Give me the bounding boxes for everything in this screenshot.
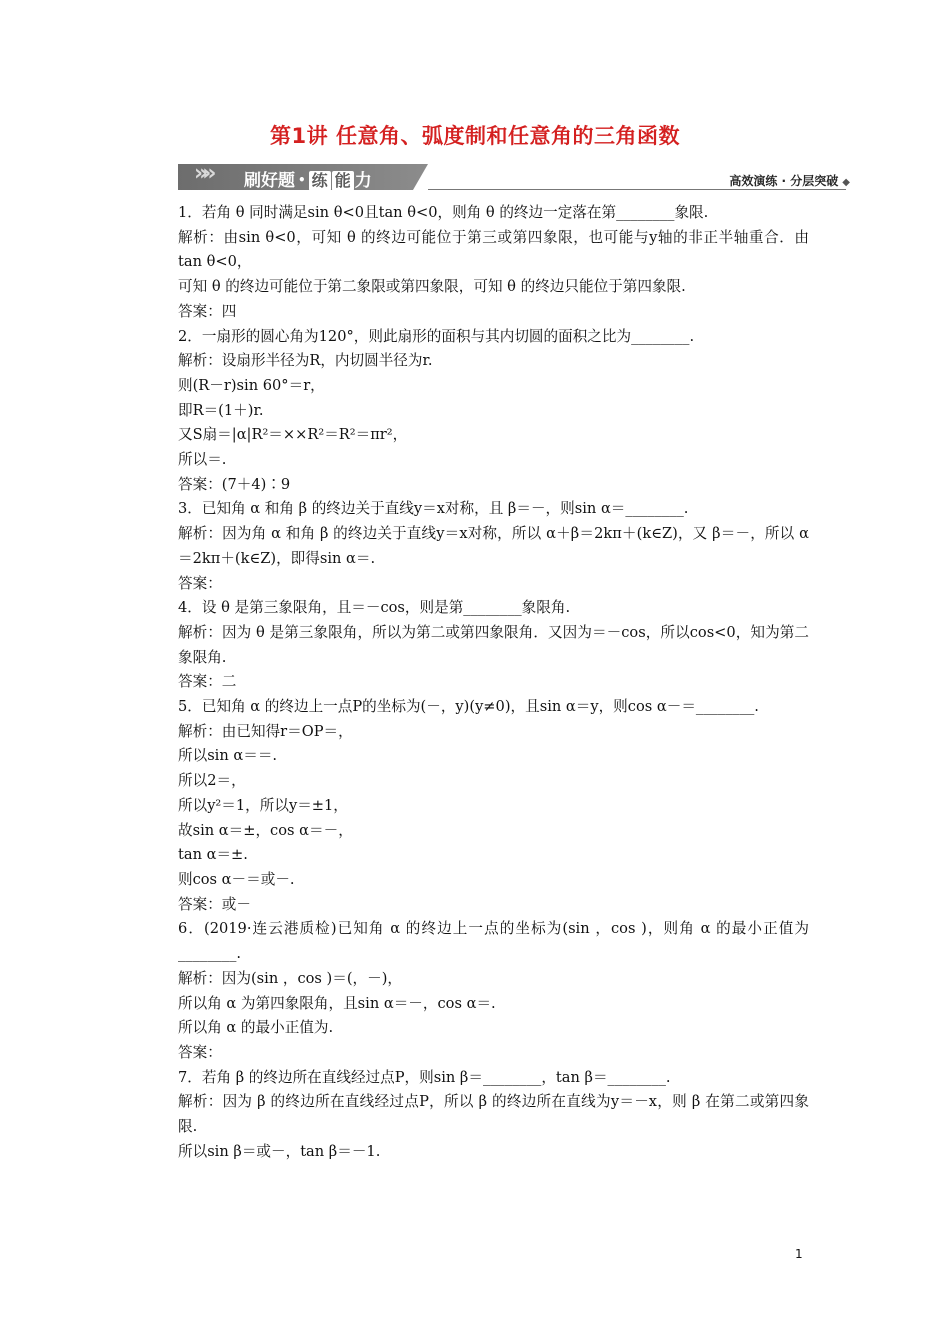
problem-4-answer: 答案：二 <box>178 673 237 691</box>
problem-5-step-6: 则cos α－＝或－. <box>178 870 295 888</box>
problem-7-solution: 解析：因为 β 的终边所在直线经过点P，所以 β 的终边所在直线为y＝－x，则 β 在第二或第四象限. <box>178 1093 809 1136</box>
exercise-content <box>145 201 809 1164</box>
diamond-icon: ◆ <box>842 177 850 188</box>
problem-2-question: 2．一扇形的圆心角为120°，则此扇形的面积与其内切圆的面积之比为________. <box>178 327 695 345</box>
problem-6-solution: 解析：因为(sin ，cos )＝(，－)， <box>178 969 402 987</box>
problem-2-step-4: 所以＝. <box>178 451 227 469</box>
banner-dot: • <box>298 173 306 187</box>
section-banner <box>178 160 850 196</box>
banner-box-1: 练 <box>309 171 331 191</box>
problem-2-step-2: 即R＝(1＋)r. <box>178 401 264 419</box>
problem-5-step-5: tan α＝±. <box>178 846 248 864</box>
banner-label <box>244 166 372 191</box>
problem-3-answer: 答案： <box>178 574 222 592</box>
problem-6-step-2: 所以角 α 的最小正值为. <box>178 1019 334 1037</box>
problem-6-answer: 答案： <box>178 1043 222 1061</box>
problem-5-step-3: 所以y²＝1，所以y＝±1， <box>178 796 348 814</box>
problem-1-answer: 答案：四 <box>178 302 237 320</box>
banner-box-2: 能 <box>332 171 354 191</box>
problem-5-step-1: 所以sin α＝＝. <box>178 747 278 765</box>
problem-1-question: 1．若角 θ 同时满足sin θ<0且tan θ<0，则角 θ 的终边一定落在第________象限. <box>178 204 709 221</box>
banner-label-tail: 力 <box>354 171 372 191</box>
problem-2-step-3: 又S扇＝|α|R²＝××R²＝R²＝πr²， <box>178 426 408 444</box>
problem-3-question: 3．已知角 α 和角 β 的终边关于直线y＝x对称，且 β＝－，则sin α＝________. <box>178 500 689 518</box>
problem-2-answer: 答案：(7＋4)∶9 <box>178 475 291 493</box>
banner-right-text <box>729 172 850 189</box>
problem-5-solution: 解析：由已知得r＝OP＝， <box>178 722 353 740</box>
problem-3-solution: 解析：因为角 α 和角 β 的终边关于直线y＝x对称，所以 α＋β＝2kπ＋(k∈Z)，又 β＝－，所以 α＝2kπ＋(k∈Z)，即得sin α＝. <box>178 525 809 567</box>
problem-6-step-1: 所以角 α 为第四象限角，且sin α＝－，cos α＝. <box>178 994 496 1012</box>
banner-divider <box>428 189 846 190</box>
problem-5-question: 5．已知角 α 的终边上一点P的坐标为(－，y)(y≠0)，且sin α＝y，则cos α－＝________. <box>178 698 759 716</box>
problem-4-question: 4．设 θ 是第三象限角，且＝－cos，则是第________象限角. <box>178 599 571 617</box>
problem-5-answer: 答案：或－ <box>178 895 251 913</box>
problem-5-step-2: 所以2＝， <box>178 772 246 790</box>
page-number: 1 <box>795 1247 803 1261</box>
problem-5-step-4: 故sin α＝±，cos α＝－， <box>178 821 353 839</box>
problem-7-step-1: 所以sin β＝或－，tan β＝－1. <box>178 1142 381 1160</box>
banner-right-label: 高效演练 · 分层突破 <box>729 174 839 188</box>
problem-6-question: 6．(2019·连云港质检)已知角 α 的终边上一点的坐标为(sin ，cos )，则角 α 的最小正值为________. <box>178 920 809 963</box>
page-title: 第1讲 任意角、弧度制和任意角的三角函数 <box>270 124 680 148</box>
problem-2-step-1: 则(R－r)sin 60°＝r， <box>178 376 325 394</box>
problem-7-question: 7．若角 β 的终边所在直线经过点P，则sin β＝________，tan β＝________. <box>178 1068 671 1086</box>
banner-label-prefix: 刷好题 <box>244 171 295 191</box>
problem-1-solution-cont: 可知 θ 的终边可能位于第二象限或第四象限，可知 θ 的终边只能位于第四象限. <box>178 278 686 296</box>
problem-2-solution: 解析：设扇形半径为R，内切圆半径为r. <box>178 352 433 370</box>
double-chevron-icon: »» <box>194 161 211 186</box>
problem-1-solution: 解析：由sin θ<0，可知 θ 的终边可能位于第三或第四象限，也可能与y轴的非正半轴重合．由tan θ<0， <box>178 228 809 271</box>
problem-4-solution: 解析：因为 θ 是第三象限角，所以为第二或第四象限角．又因为＝－cos，所以cos<0，知为第二象限角. <box>178 623 809 666</box>
